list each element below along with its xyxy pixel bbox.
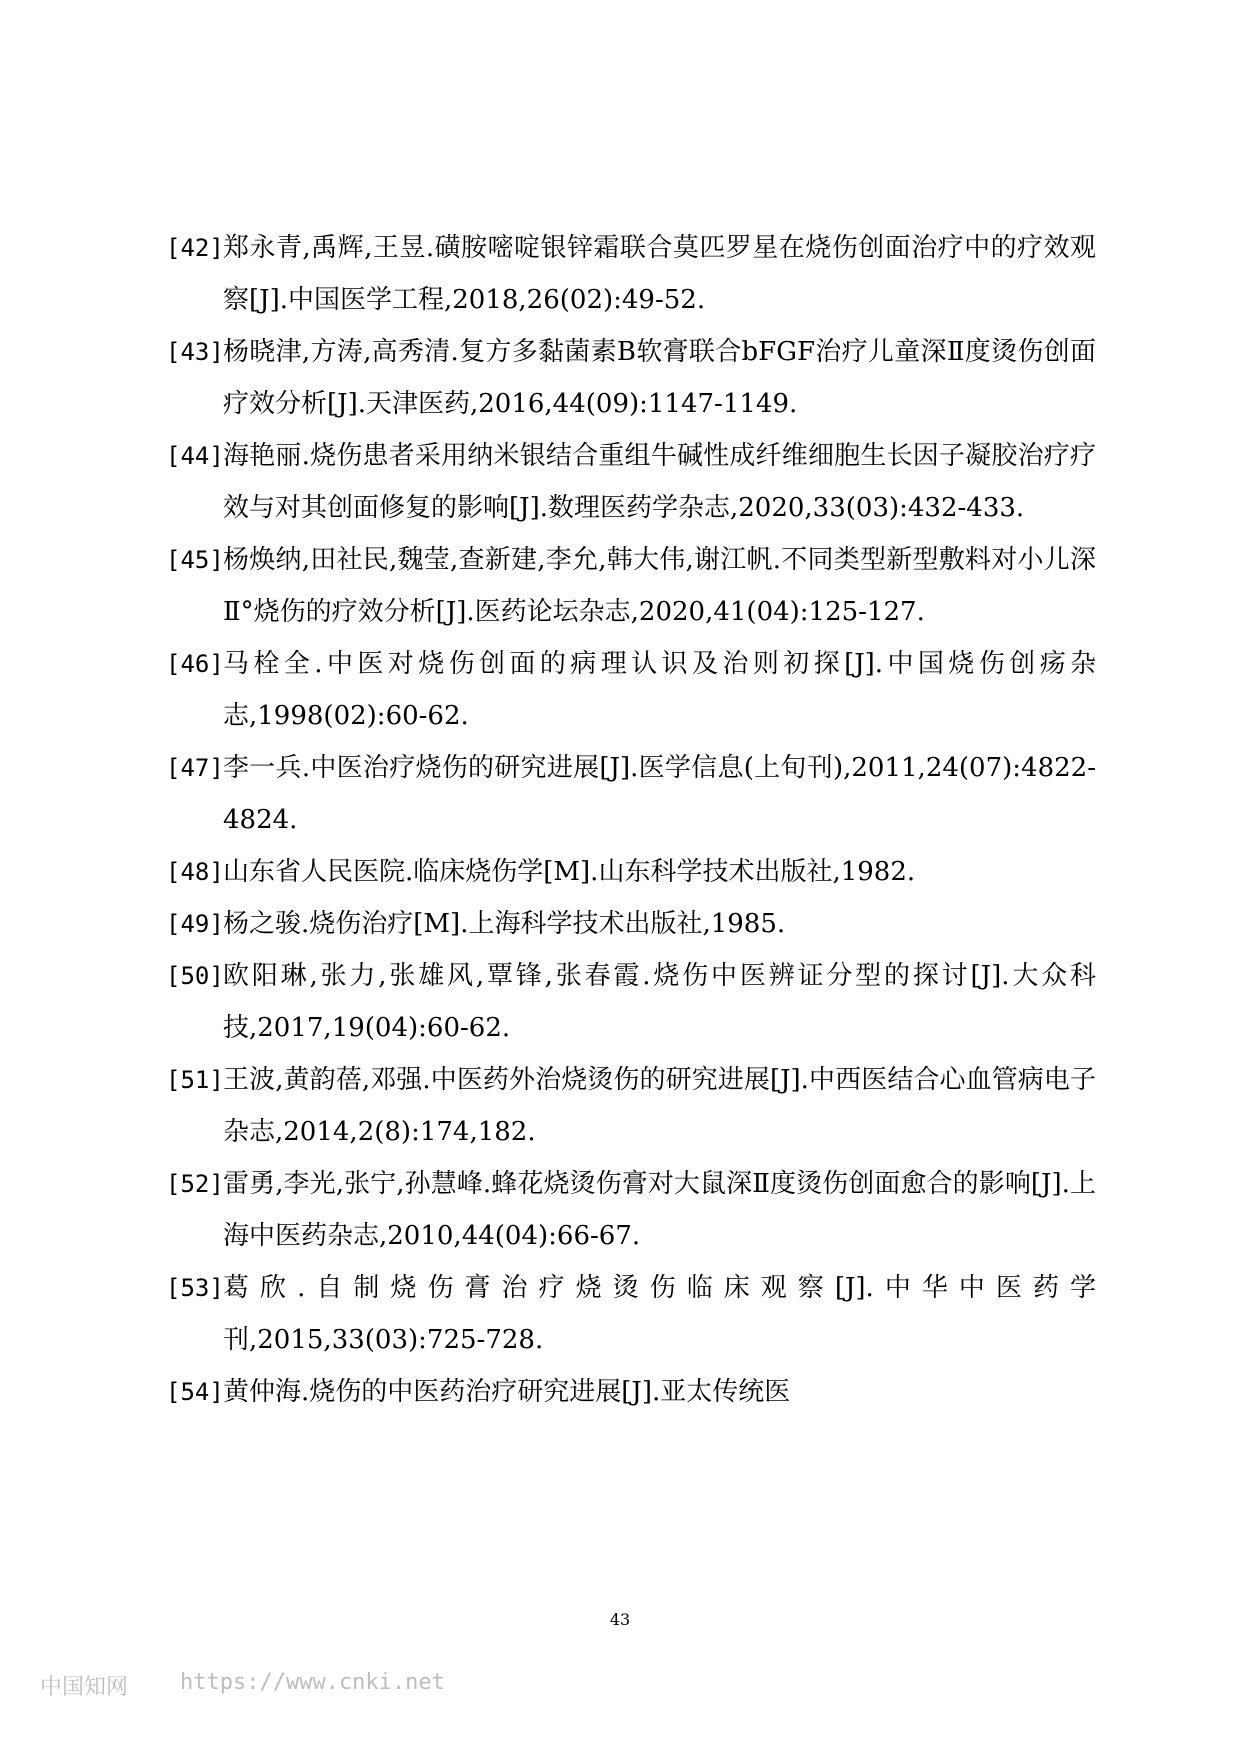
reference-number: [45] xyxy=(166,546,224,574)
reference-number: [51] xyxy=(166,1066,224,1094)
reference-number: [49] xyxy=(166,910,224,938)
reference-text: 王波,黄韵蓓,邓强.中医药外治烧烫伤的研究进展[J].中西医结合心血管病电子杂志,2014,2(8):174,182. xyxy=(223,1065,1096,1147)
reference-text: 杨晓津,方涛,高秀清.复方多黏菌素B软膏联合bFGF治疗儿童深Ⅱ度烫伤创面疗效分析[J].天津医药,2016,44(09):1147-1149. xyxy=(223,337,1096,419)
reference-number: [54] xyxy=(166,1378,224,1406)
reference-text: 葛欣.自制烧伤膏治疗烧烫伤临床观察[J].中华中医药学刊,2015,33(03):725-728. xyxy=(223,1273,1096,1355)
reference-text: 黄仲海.烧伤的中医药治疗研究进展[J].亚太传统医 xyxy=(223,1377,791,1407)
reference-number: [46] xyxy=(166,650,224,678)
reference-item xyxy=(166,1262,1096,1366)
reference-text: 欧阳琳,张力,张雄风,覃锋,张春霞.烧伤中医辨证分型的探讨[J].大众科技,2017,19(04):60-62. xyxy=(223,961,1096,1043)
reference-item xyxy=(166,430,1096,534)
cnki-url: https://www.cnki.net xyxy=(180,1670,445,1695)
reference-number: [42] xyxy=(166,234,224,262)
reference-number: [47] xyxy=(166,754,224,782)
reference-text: 雷勇,李光,张宁,孙慧峰.蜂花烧烫伤膏对大鼠深Ⅱ度烫伤创面愈合的影响[J].上海中医药杂志,2010,44(04):66-67. xyxy=(223,1169,1096,1251)
reference-number: [50] xyxy=(166,962,224,990)
reference-number: [44] xyxy=(166,442,224,470)
reference-item xyxy=(166,1366,1096,1418)
reference-item xyxy=(166,1158,1096,1262)
reference-text: 郑永青,禹辉,王昱.磺胺嘧啶银锌霜联合莫匹罗星在烧伤创面治疗中的疗效观察[J].中国医学工程,2018,26(02):49-52. xyxy=(223,233,1096,315)
reference-number: [48] xyxy=(166,858,224,886)
reference-number: [53] xyxy=(166,1274,224,1302)
page-number: 43 xyxy=(609,1610,631,1629)
reference-number: [43] xyxy=(166,338,224,366)
reference-item xyxy=(166,326,1096,430)
reference-text: 山东省人民医院.临床烧伤学[M].山东科学技术出版社,1982. xyxy=(223,857,916,887)
reference-item xyxy=(166,846,1096,898)
reference-text: 杨焕纳,田社民,魏莹,查新建,李允,韩大伟,谢江帆.不同类型新型敷料对小儿深Ⅱ°烧伤的疗效分析[J].医药论坛杂志,2020,41(04):125-127. xyxy=(223,545,1096,627)
reference-text: 海艳丽.烧伤患者采用纳米银结合重组牛碱性成纤维细胞生长因子凝胶治疗疗效与对其创面修复的影响[J].数理医药学杂志,2020,33(03):432-433. xyxy=(223,441,1096,523)
reference-item xyxy=(166,898,1096,950)
reference-item xyxy=(166,950,1096,1054)
reference-text: 李一兵.中医治疗烧伤的研究进展[J].医学信息(上旬刊),2011,24(07):4822-4824. xyxy=(223,753,1096,835)
reference-item xyxy=(166,534,1096,638)
reference-list xyxy=(166,222,1096,1418)
reference-item xyxy=(166,222,1096,326)
cnki-watermark: 中国知网 xyxy=(40,1675,129,1700)
reference-item xyxy=(166,1054,1096,1158)
reference-number: [52] xyxy=(166,1170,224,1198)
reference-text: 杨之骏.烧伤治疗[M].上海科学技术出版社,1985. xyxy=(223,909,786,939)
reference-item xyxy=(166,742,1096,846)
reference-item xyxy=(166,638,1096,742)
reference-text: 马栓全.中医对烧伤创面的病理认识及治则初探[J].中国烧伤创疡杂志,1998(02):60-62. xyxy=(223,649,1096,731)
